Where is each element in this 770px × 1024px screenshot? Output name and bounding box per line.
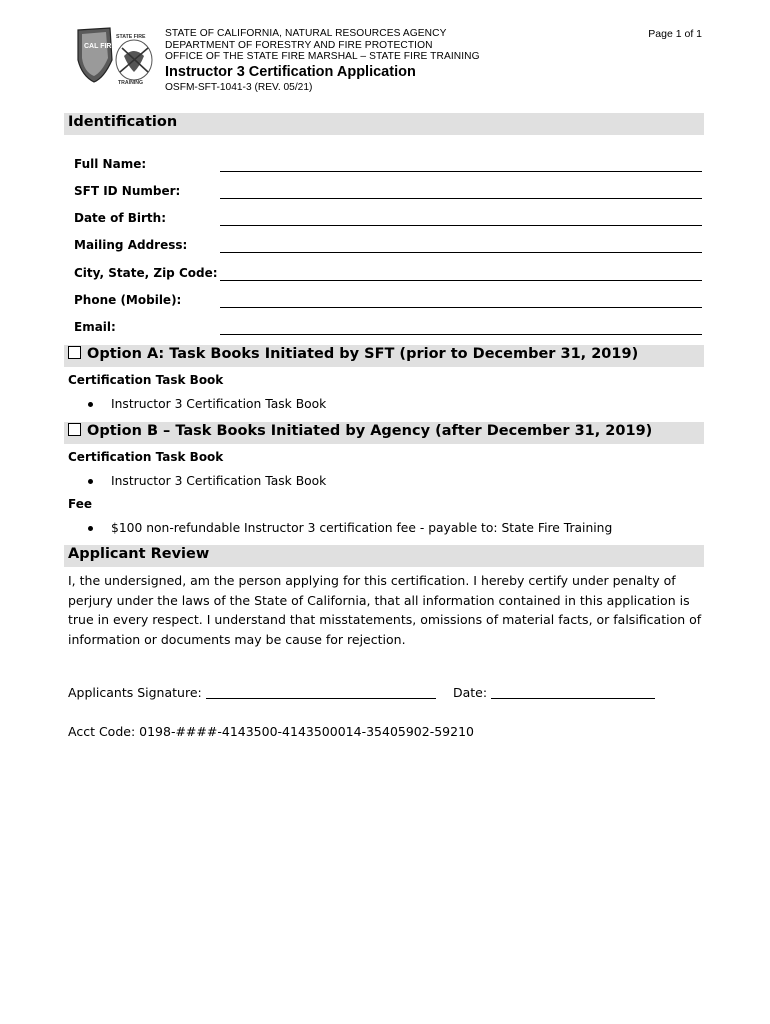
statement-line: I, the undersigned, am the person applying for this certification. I hereby certify under penalty of — [68, 573, 676, 588]
bullet-icon — [88, 402, 93, 407]
section-heading: Applicant Review — [68, 546, 210, 562]
statement-line: true in every respect. I understand that misstatements, omissions of material facts, or falsification of — [68, 612, 702, 627]
certification-statement — [68, 571, 708, 649]
list-item — [88, 521, 612, 535]
list-item-text: Instructor 3 Certification Task Book — [111, 397, 327, 411]
list-item — [88, 397, 326, 411]
form-title: Instructor 3 Certification Application — [165, 64, 416, 80]
agency-line: DEPARTMENT OF FORESTRY AND FIRE PROTECTION — [165, 39, 433, 51]
phone-mobile-input-line[interactable] — [220, 307, 702, 308]
full-name-field[interactable] — [74, 152, 704, 172]
svg-text:TRAINING: TRAINING — [118, 80, 144, 86]
option-a-checkbox[interactable] — [68, 346, 81, 359]
field-label: City, State, Zip Code: — [74, 266, 218, 280]
bullet-icon — [88, 479, 93, 484]
field-label: Mailing Address: — [74, 238, 188, 252]
email-input-line[interactable] — [220, 334, 702, 335]
city-state-zip-field[interactable] — [74, 261, 704, 281]
field-label: Email: — [74, 320, 116, 334]
form-code: OSFM-SFT-1041-3 (REV. 05/21) — [165, 82, 313, 93]
full-name-input-line[interactable] — [220, 171, 702, 172]
list-item — [88, 474, 326, 488]
statement-line: perjury under the laws of the State of California, that all information contained in this application is — [68, 592, 690, 608]
fee-heading: Fee — [68, 497, 92, 511]
signature-label: Applicants Signature: — [68, 685, 202, 700]
page-number: Page 1 of 1 — [648, 28, 702, 40]
bullet-icon — [88, 526, 93, 531]
date-of-birth-input-line[interactable] — [220, 225, 702, 226]
svg-text:STATE FIRE: STATE FIRE — [116, 34, 146, 40]
identification-section-header — [64, 113, 704, 135]
field-label: Date of Birth: — [74, 211, 167, 225]
option-b-checkbox[interactable] — [68, 423, 81, 436]
agency-line: STATE OF CALIFORNIA, NATURAL RESOURCES AGENCY — [165, 28, 447, 39]
signature-input-line[interactable] — [206, 686, 436, 699]
statement-line: information or documents may be cause for rejection. — [68, 631, 406, 647]
option-b-subheading: Certification Task Book — [68, 450, 224, 464]
city-state-zip-input-line[interactable] — [220, 280, 702, 281]
date-input-line[interactable] — [491, 686, 655, 699]
date-label: Date: — [453, 685, 488, 700]
field-label: SFT ID Number: — [74, 184, 181, 198]
list-item-text: Instructor 3 Certification Task Book — [111, 474, 327, 488]
option-a-section-header — [64, 345, 704, 367]
phone-mobile-field[interactable] — [74, 288, 704, 308]
mailing-address-input-line[interactable] — [220, 252, 702, 253]
list-item-text: $100 non-refundable Instructor 3 certification fee - payable to: State Fire Training — [111, 521, 613, 535]
field-label: Full Name: — [74, 157, 147, 171]
email-field[interactable] — [74, 315, 704, 335]
sft-id-input-line[interactable] — [220, 198, 702, 199]
date-field[interactable] — [453, 685, 655, 700]
signature-field[interactable] — [68, 685, 436, 700]
account-code: Acct Code: 0198-####-4143500-4143500014-35405902-59210 — [68, 724, 474, 739]
field-label: Phone (Mobile): — [74, 293, 182, 307]
cal-fire-state-fire-training-logo — [74, 26, 158, 86]
option-b-heading: Option B – Task Books Initiated by Agency (after December 31, 2019) — [87, 423, 653, 439]
svg-text:CAL FIRE: CAL FIRE — [84, 43, 117, 50]
option-b-section-header — [64, 422, 704, 444]
date-of-birth-field[interactable] — [74, 206, 704, 226]
mailing-address-field[interactable] — [74, 233, 704, 253]
section-heading: Identification — [68, 114, 178, 130]
sft-id-field[interactable] — [74, 179, 704, 199]
applicant-review-section-header — [64, 545, 704, 567]
option-a-subheading: Certification Task Book — [68, 373, 224, 387]
agency-header — [165, 28, 480, 63]
option-a-heading: Option A: Task Books Initiated by SFT (prior to December 31, 2019) — [87, 346, 639, 362]
agency-line: OFFICE OF THE STATE FIRE MARSHAL – STATE FIRE TRAINING — [165, 51, 480, 62]
